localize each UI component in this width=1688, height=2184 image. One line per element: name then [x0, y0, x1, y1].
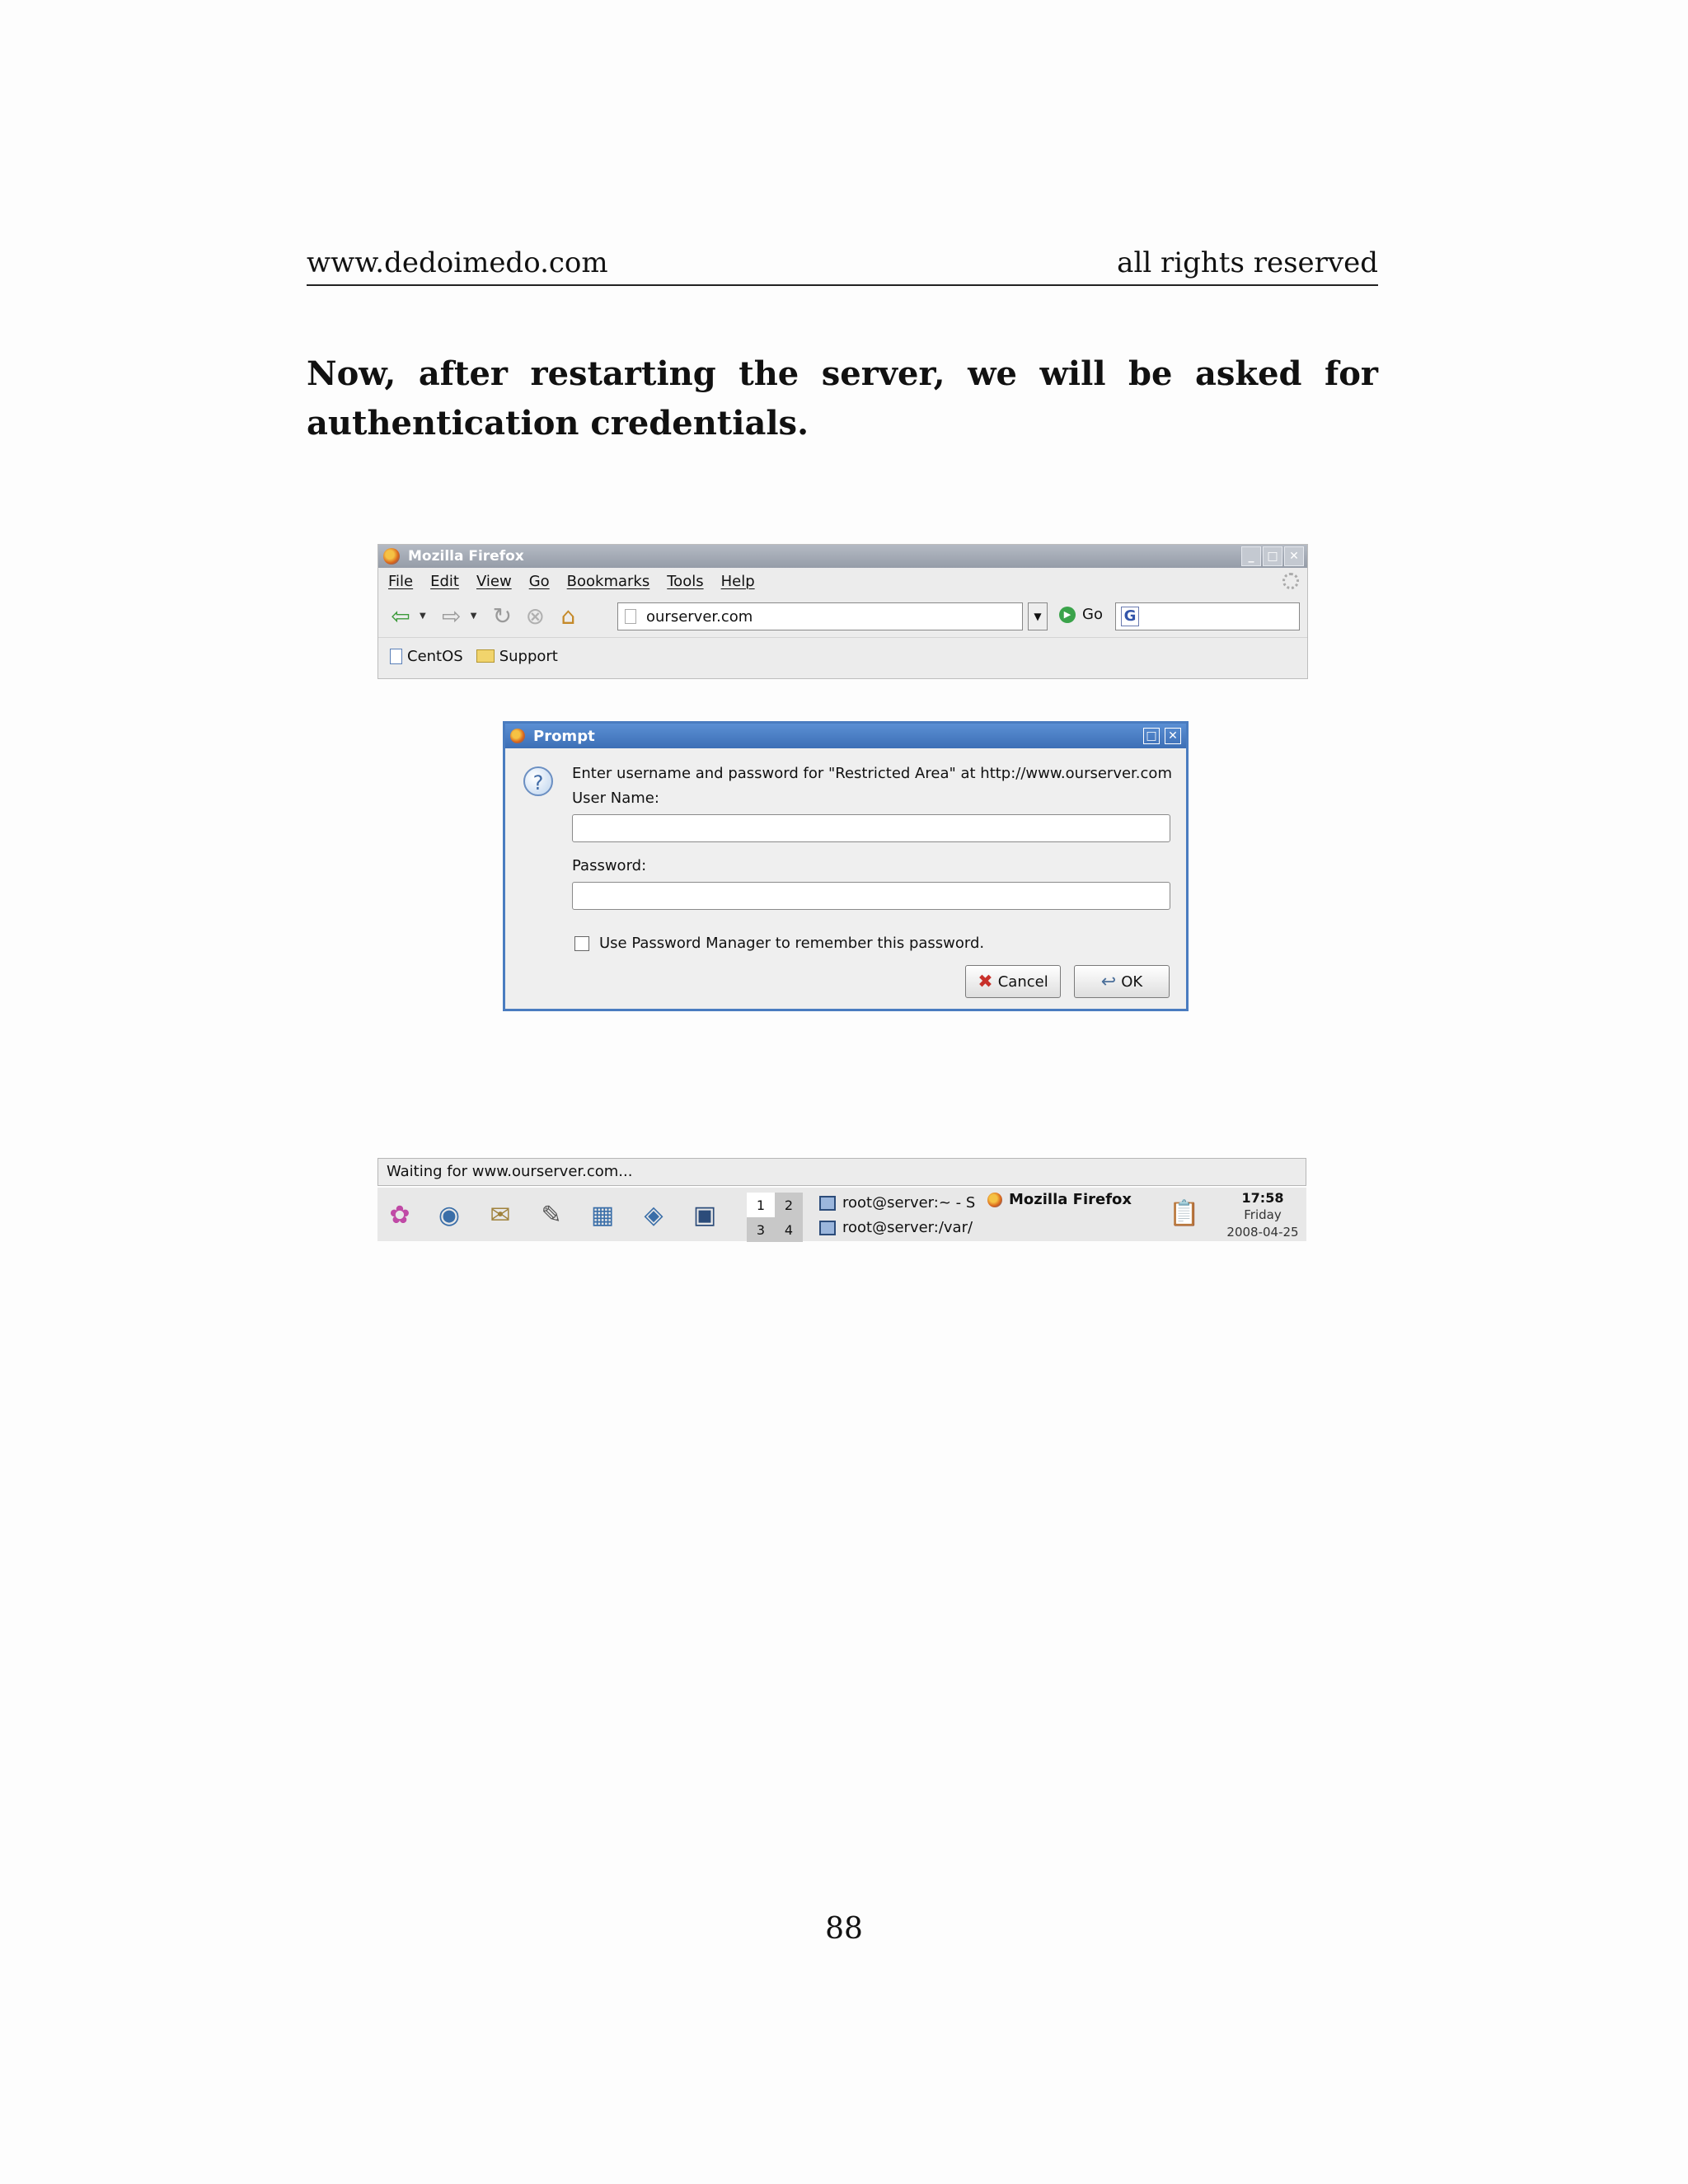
prompt-close-icon[interactable]: ✕	[1165, 728, 1181, 744]
stop-icon[interactable]: ⊗	[525, 602, 546, 630]
bookmark-label: Support	[499, 647, 558, 665]
password-field[interactable]	[572, 882, 1170, 910]
throbber-icon	[1282, 573, 1299, 589]
page-header	[307, 241, 1378, 286]
window-controls	[1241, 546, 1307, 566]
menu-edit[interactable]: Edit	[430, 572, 459, 590]
taskbar	[377, 1188, 1306, 1241]
prompt-window-controls	[1143, 728, 1186, 744]
intro-paragraph: Now, after restarting the server, we will be asked for authentication credentials.	[307, 354, 1378, 443]
clock-time: 17:58	[1241, 1190, 1284, 1206]
menu-file[interactable]: File	[388, 572, 414, 590]
clock-day: Friday	[1244, 1207, 1282, 1222]
url-text: ourserver.com	[646, 607, 753, 626]
menu-help[interactable]: Help	[720, 572, 755, 590]
password-label: Password:	[572, 857, 647, 874]
firefox-window	[377, 544, 1308, 679]
back-dropdown-icon[interactable]: ▼	[420, 611, 426, 621]
web-browser-icon[interactable]: ◉	[438, 1200, 461, 1230]
go-label: Go	[1082, 606, 1103, 623]
bookmark-centos[interactable]	[390, 648, 463, 665]
mail-client-icon[interactable]: ✉	[490, 1200, 511, 1230]
workspace-2[interactable]: 2	[775, 1193, 803, 1217]
task-terminal-1[interactable]	[819, 1194, 975, 1212]
screenshot	[377, 544, 1306, 1241]
maximize-button[interactable]: □	[1263, 546, 1282, 566]
url-bar[interactable]	[617, 602, 1023, 630]
prompt-titlebar	[505, 724, 1186, 748]
cancel-label: Cancel	[997, 972, 1048, 991]
navigation-toolbar	[378, 594, 1307, 637]
checkbox-label: Use Password Manager to remember this password.	[599, 935, 985, 952]
bookmarks-toolbar	[378, 637, 1307, 674]
menu-bookmarks[interactable]: Bookmarks	[566, 572, 650, 590]
clock[interactable]	[1221, 1189, 1304, 1241]
username-label: User Name:	[572, 790, 659, 807]
menu-go[interactable]: Go	[528, 572, 550, 590]
clock-date: 2008-04-25	[1226, 1225, 1299, 1240]
clipboard-icon[interactable]: 📋	[1169, 1199, 1200, 1228]
workspace-pager	[747, 1193, 803, 1242]
bookmark-support[interactable]	[476, 648, 558, 665]
home-icon[interactable]: ⌂	[560, 602, 576, 630]
auth-prompt-dialog	[503, 721, 1189, 1011]
url-dropdown-icon[interactable]: ▼	[1028, 602, 1048, 630]
search-box[interactable]	[1115, 602, 1300, 630]
prompt-message: Enter username and password for "Restricted Area" at http://www.ourserver.com	[572, 765, 1172, 782]
spreadsheet-icon[interactable]: ▦	[590, 1200, 615, 1230]
task-label: root@server:/var/	[842, 1219, 973, 1236]
forward-dropdown-icon[interactable]: ▼	[470, 611, 477, 621]
task-terminal-2[interactable]	[819, 1219, 973, 1236]
terminal-window-icon	[819, 1196, 836, 1211]
go-icon: ▶	[1059, 607, 1076, 623]
workspace-3[interactable]: 3	[747, 1217, 775, 1242]
task-label: root@server:~ - S	[842, 1194, 976, 1212]
firefox-logo-icon	[383, 548, 400, 565]
username-field[interactable]	[572, 814, 1170, 842]
menubar	[378, 568, 1307, 594]
menu-tools[interactable]: Tools	[667, 572, 704, 590]
terminal-window-icon	[819, 1221, 836, 1235]
folder-icon	[476, 649, 495, 663]
bookmark-label: CentOS	[407, 647, 463, 665]
forward-arrow-icon[interactable]: ⇨	[441, 602, 462, 630]
rights-notice: all rights reserved	[1117, 246, 1378, 279]
window-title: Mozilla Firefox	[408, 548, 524, 565]
start-menu-icon[interactable]: ✿	[389, 1200, 410, 1230]
menu-view[interactable]: View	[476, 572, 512, 590]
go-button[interactable]	[1059, 606, 1103, 623]
workspace-4[interactable]: 4	[775, 1217, 803, 1242]
task-firefox[interactable]	[987, 1191, 1132, 1208]
cancel-button[interactable]	[965, 965, 1061, 998]
page-number: 88	[825, 1912, 863, 1946]
document-icon	[390, 649, 402, 664]
workspace-1[interactable]: 1	[747, 1193, 775, 1217]
ok-button[interactable]	[1074, 965, 1170, 998]
prompt-title: Prompt	[533, 727, 595, 745]
task-label: Mozilla Firefox	[1009, 1191, 1132, 1208]
cancel-icon: ✖	[978, 971, 993, 992]
firefox-logo-icon	[987, 1193, 1002, 1207]
back-arrow-icon[interactable]: ⇦	[391, 602, 410, 630]
close-window-button[interactable]: ✕	[1284, 546, 1304, 566]
page-icon	[625, 609, 636, 624]
question-icon: ?	[523, 766, 553, 796]
status-bar: Waiting for www.ourserver.com...	[377, 1158, 1306, 1186]
firefox-logo-icon	[510, 729, 525, 743]
ok-icon: ↩	[1100, 971, 1117, 992]
terminal-icon[interactable]: ▣	[692, 1200, 717, 1230]
presentation-icon[interactable]: ◈	[644, 1200, 663, 1230]
minimize-button[interactable]: _	[1241, 546, 1261, 566]
search-engine-icon[interactable]: G	[1121, 607, 1139, 626]
prompt-maximize-icon[interactable]: □	[1143, 728, 1160, 744]
writer-icon[interactable]: ✎	[541, 1200, 562, 1230]
password-manager-option[interactable]	[574, 935, 984, 952]
reload-icon[interactable]: ↻	[492, 602, 513, 630]
ok-label: OK	[1121, 972, 1143, 991]
firefox-titlebar	[378, 545, 1307, 568]
password-manager-checkbox[interactable]	[574, 936, 589, 951]
site-url: www.dedoimedo.com	[307, 246, 608, 279]
